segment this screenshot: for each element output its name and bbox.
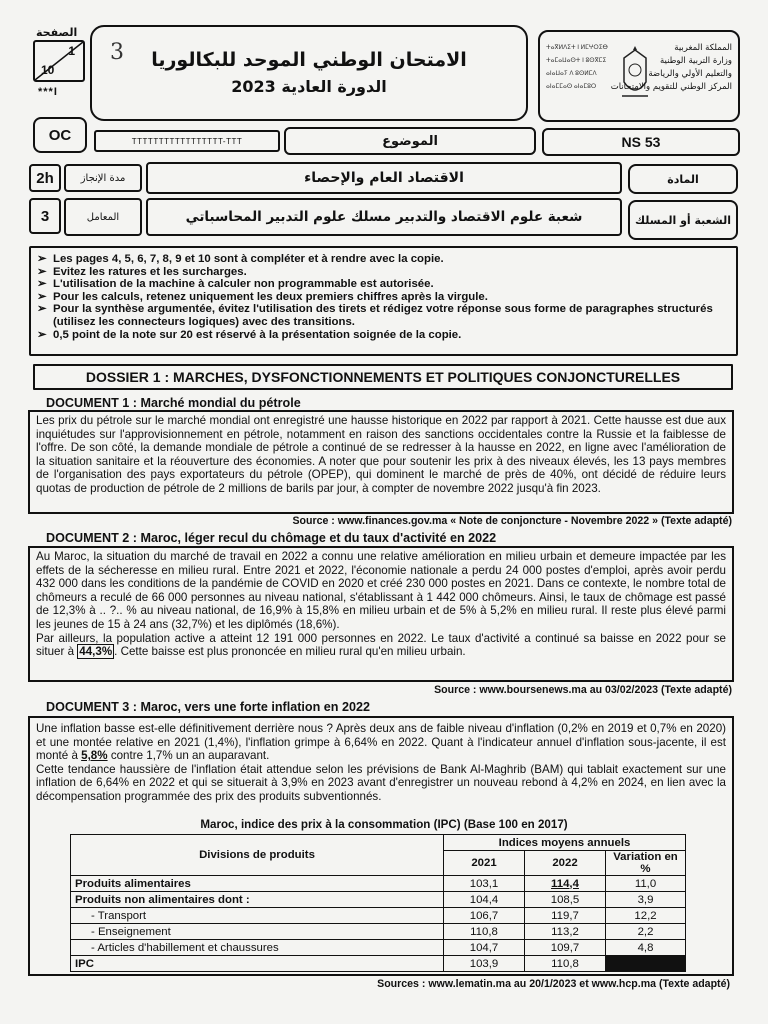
- doc3-title: DOCUMENT 3 : Maroc, vers une forte inflation en 2022: [46, 700, 371, 714]
- branch-box: شعبة علوم الاقتصاد والتدبير مسلك علوم التدبير المحاسباتي: [146, 198, 622, 236]
- header-divisions: Divisions de produits: [71, 835, 444, 876]
- underlined-value: 5,8%: [81, 749, 108, 763]
- cell-2021: 104,4: [444, 892, 525, 908]
- instruction-item: ➢ Pour la synthèse argumentée, évitez l'utilisation des tirets et rédigez votre réponse sous forme de paragraphes structurés (utilisez les connecteurs logiques) avec des transitions.: [37, 303, 713, 328]
- ministry-arabic-lines: [611, 42, 732, 94]
- table-title: Maroc, indice des prix à la consommation (IPC) (Base 100 en 2017): [200, 818, 568, 831]
- row-label: - Enseignement: [71, 924, 444, 940]
- cell-2022: 113,2: [525, 924, 606, 940]
- table-header-row: [71, 835, 686, 851]
- cell-2021: 110,8: [444, 924, 525, 940]
- arrow-bullet-icon: ➢: [37, 328, 47, 341]
- doc2-title: DOCUMENT 2 : Maroc, léger recul du chômage et du taux d'activité en 2022: [46, 531, 497, 545]
- subject-label-field: المادة: [628, 164, 738, 194]
- arrow-bullet-icon: ➢: [37, 303, 47, 316]
- ministry-line: المركز الوطني للتقويم والامتحانات: [610, 82, 732, 92]
- table-row: [71, 908, 686, 924]
- table-row: [71, 956, 686, 972]
- page-total: 10: [41, 63, 55, 77]
- highlighted-value: 44,3%: [79, 645, 113, 659]
- doc2-box: [28, 546, 734, 682]
- cell-2021: 103,1: [444, 876, 525, 892]
- stars-code: ***I: [38, 86, 58, 98]
- duration-label-box: مدة الإنجاز: [64, 164, 142, 192]
- doc1-source: Source : www.finances.gov.ma « Note de conjoncture - Novembre 2022 » (Texte adapté): [292, 515, 732, 527]
- barcode-box: TTTTTTTTTTTTTTTTT-TTT: [94, 130, 280, 152]
- cell-2022: 108,5: [525, 892, 606, 908]
- row-label: Produits non alimentaires dont :: [71, 892, 444, 908]
- arrow-bullet-icon: ➢: [37, 253, 47, 265]
- code-left-box: OC: [33, 117, 87, 153]
- cell-variation: 4,8: [606, 940, 686, 956]
- coef-box: 3: [29, 198, 61, 234]
- instruction-item: ➢ L'utilisation de la machine à calculer non programmable est autorisée.: [37, 278, 434, 291]
- cell-variation-shaded: [606, 956, 686, 972]
- duration-box: 2h: [29, 164, 61, 192]
- header-indices: Indices moyens annuels: [444, 835, 686, 851]
- exam-code-box: NS 53: [542, 128, 740, 156]
- page-number-box: [33, 40, 85, 82]
- ministry-box: [538, 30, 740, 122]
- instruction-item: ➢ Pour les calculs, retenez uniquement les deux premiers chiffres après la virgule.: [37, 290, 488, 303]
- doc1-title: DOCUMENT 1 : Marché mondial du pétrole: [46, 396, 301, 410]
- page-label: الصفحة: [36, 26, 78, 39]
- row-label: - Transport: [71, 908, 444, 924]
- cell-2021: 104,7: [444, 940, 525, 956]
- branch-label-field: الشعبة أو المسلك: [628, 200, 738, 240]
- instruction-item: ➢ 0,5 point de la note sur 20 est réservé à la présentation soignée de la copie.: [37, 328, 462, 341]
- cell-variation: 11,0: [606, 876, 686, 892]
- ipc-table: [70, 834, 686, 972]
- cell-2022: 110,8: [525, 956, 606, 972]
- header-2021: 2021: [444, 851, 525, 876]
- cell-2021: 103,9: [444, 956, 525, 972]
- doc2-source: Source : www.boursenews.ma au 03/02/2023 (Texte adapté): [434, 684, 732, 696]
- arrow-bullet-icon: ➢: [37, 290, 47, 303]
- subject-label-box: الموضوع: [284, 127, 536, 155]
- row-label: Produits alimentaires: [71, 876, 444, 892]
- cell-2021: 106,7: [444, 908, 525, 924]
- instruction-item: ➢ Les pages 4, 5, 6, 7, 8, 9 et 10 sont à compléter et à rendre avec la copie.: [37, 253, 444, 265]
- arrow-bullet-icon: ➢: [37, 265, 47, 278]
- cell-variation: 12,2: [606, 908, 686, 924]
- doc3-source: Sources : www.lematin.ma au 20/1/2023 et www.hcp.ma (Texte adapté): [377, 978, 730, 990]
- header-2022: 2022: [525, 851, 606, 876]
- ministry-latin-lines: ⵜⴰⴳⵍⴷⵉⵜ ⵏ ⵍⵎⵖⵔⵉⴱ ⵜⴰⵎⴰⵡⴰⵙⵜ ⵏ ⵓⵙⴳⵎⵉ ⴰⵏⴰⵡⴰⵢ ⴷ ⵓⵙⵍⵎⴷ ⴰⵏⴰⵎⵎⴰⵙ ⴰⵏⴰⵎⵓⵔ: [546, 45, 608, 90]
- doc2-text2: Par ailleurs, la population active a atteint 12 191 000 personnes en 2022. Le taux d'activité a continué sa baisse en 2022 pour se situer à 44,3% . Cette baisse est plus prononcée en milieu rural qu'en milieu urbain.: [36, 631, 726, 659]
- handwritten-mark: 3: [110, 40, 124, 65]
- doc3-text2: Cette tendance haussière de l'inflation était attendue selon les prévisions de Bank Al-Maghrib (BAM) qui tablait exactement sur une inflation de 6,64% en 2022 et qui se situerait à 3,9% en 2023 avant d'enregistrer un nouveau rebond à 4,2% en 2024, en lien avec la décompensation programmée des prix des produits subventionnés.: [36, 762, 726, 803]
- doc3-text1: Une inflation basse est-elle définitivement derrière nous ? Après deux ans de faible niveau d'inflation (0,2% en 2019 et 0,7% en 2020) et une montée relative en 2021 (1,4%), l'inflation grimpe à 6,64% en 2022. Quant à l'indicateur annuel d'inflation sous-jacente, il est monté à 5,8% contre 1,7% un an auparavant.: [36, 722, 726, 763]
- exam-title-line1: الامتحان الوطني الموحد للبكالوريا: [151, 49, 467, 71]
- table-row: [71, 876, 686, 892]
- dossier-title: DOSSIER 1 : MARCHES, DYSFONCTIONNEMENTS ET POLITIQUES CONJONCTURELLES: [33, 364, 733, 390]
- doc1-text: Les prix du pétrole sur le marché mondial ont enregistré une hausse historique en 2022 par rapport à 2021. Cette hausse est due aux inquiétudes sur l'approvisionnement en pétrole, notamment en raison des sanctions occidentales contre la Russie et la faiblesse de l'offre. De son côté, la demande mondiale de pétrole a continué de se redresser à la hausse en 2022, en ligne avec l'amélioration de la situation sanitaire et la réouverture des économies. A noter que pour soutenir les prix à des niveaux élevés, les 13 pays membres de l'organisation des pays exportateurs du pétrole (OPEP), qui dominent le marché de près de 40%, ont décidé de réduire leurs quotas de production de pétrole de 2 millions de barils par jour, à compter de novembre 2022 jusqu'à fin 2023.: [36, 414, 726, 495]
- doc2-text1: Au Maroc, la situation du marché de travail en 2022 a connu une relative amélioration en milieu urbain et demeure impactée par les effets de la sécheresse en milieu rural. Entre 2021 et 2022, l'économie nationale a perdu 24 000 postes d'emploi, après avoir perdu 432 000 dans les conditions de la pandémie de COVID en 2020 et créé 230 000 postes en 2021. Dans ce contexte, le nombre total de chômeurs a reculé de 66 000 personnes au niveau national, s'établissant à 1 442 000 chômeurs. Ainsi, le taux de chômage est passé de 12,3% à .. ?.. % au niveau national, de 16,9% à 15,8% en milieu urbain et de 5% à 5,2% en milieu rural. Il reste plus élevé parmi les jeunes de 15 à 24 ans (32,7%) et les diplômés (18,6%).: [36, 550, 726, 631]
- ministry-line: المملكة المغربية: [674, 43, 732, 53]
- table-row: [71, 892, 686, 908]
- table-row: [71, 940, 686, 956]
- row-label: - Articles d'habillement et chaussures: [71, 940, 444, 956]
- row-label: IPC: [71, 956, 444, 972]
- coef-label-box: المعامل: [64, 198, 142, 236]
- ministry-line: والتعليم الأولي والرياضة: [648, 69, 732, 79]
- cell-2022: 109,7: [525, 940, 606, 956]
- doc1-box: [28, 410, 734, 514]
- cell-2022: 119,7: [525, 908, 606, 924]
- arrow-bullet-icon: ➢: [37, 278, 47, 291]
- header-variation: Variation en %: [606, 851, 686, 876]
- exam-title-line2: الدورة العادية 2023: [231, 77, 387, 96]
- subject-box: الاقتصاد العام والإحصاء: [146, 162, 622, 194]
- exam-title-box: [90, 25, 528, 121]
- table-row: [71, 924, 686, 940]
- instruction-item: ➢ Evitez les ratures et les surcharges.: [37, 265, 247, 278]
- cell-2022: 114,4: [525, 876, 606, 892]
- ministry-line: وزارة التربية الوطنية: [659, 56, 732, 66]
- page-current: 1: [68, 44, 75, 58]
- cell-variation: 2,2: [606, 924, 686, 940]
- instructions-box: [29, 246, 738, 356]
- cell-variation: 3,9: [606, 892, 686, 908]
